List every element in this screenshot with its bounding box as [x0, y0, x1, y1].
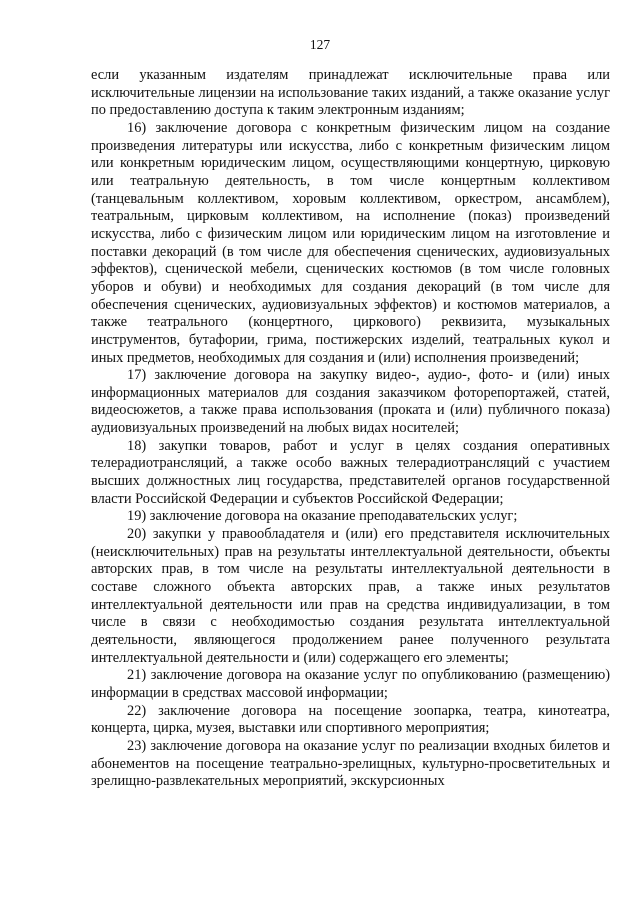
paragraph-item-21: 21) заключение договора на оказание услуг по опубликованию (размещению) информации в средствах массовой информации;: [91, 667, 610, 701]
paragraph-item-16: 16) заключение договора с конкретным физическим лицом на создание произведения литературы или искусства, либо с конкретным физическим лицом или конкретным юридическим лицом, осуществляющими концертную, цирковую или театральную деятельность, в том числе концертным коллективом (танцевальным коллективом, хоровым коллективом, оркестром, ансамблем), театральным, цирковым коллективом, на исполнение (показ) произведений искусства, либо с физическим лицом или юридическим лицом на изготовление и поставки декораций (в том числе для обеспечения сценических, аудиовизуальных эффектов), сценической мебели, сценических костюмов (в том числе головных уборов и обуви) и необходимых для создания декораций (в том числе для обеспечения сценических, аудиовизуальных эффектов) и костюмов материалов, а также театрального (концертного, циркового) реквизита, музыкальных инструментов, бутафории, грима, постижерских изделий, театральных кукол и иных предметов, необходимых для создания и (или) исполнения произведений;: [91, 119, 610, 366]
paragraph-item-23: 23) заключение договора на оказание услуг по реализации входных билетов и абонементов на посещение театрально-зрелищных, культурно-просветительных и зрелищно-развлекательных мероприятий, экскурсионных: [91, 737, 610, 790]
paragraph-item-17: 17) заключение договора на закупку видео-, аудио-, фото- и (или) иных информационных материалов для создания заказчиком фоторепортажей, статей, видеосюжетов, а также права использования (проката и (или) публичного показа) аудиовизуальных произведений на любых видах носителей;: [91, 367, 610, 437]
paragraph-item-22: 22) заключение договора на посещение зоопарка, театра, кинотеатра, концерта, цирка, музея, выставки или спортивного мероприятия;: [91, 702, 610, 737]
document-body: [91, 67, 610, 791]
paragraph-item-20: 20) закупки у правообладателя и (или) его представителя исключительных (неисключительных) прав на результаты интеллектуальной деятельности, объекты авторских прав, в том числе на результаты интеллектуальной деятельности в составе сложного объекта авторских прав, а также иных результатов интеллектуальной деятельности или прав на средства индивидуализации, в том числе в связи с необходимостью создания результата интеллектуальной деятельности, являющегося продолжением ранее полученного результата интеллектуальной деятельности и (или) содержащего его элементы;: [91, 526, 610, 666]
paragraph-continuation: если указанным издателям принадлежат исключительные права или исключительные лицензии на использование таких изданий, а также оказание услуг по предоставлению доступа к таким электронным изданиям;: [91, 67, 610, 119]
paragraph-item-18: 18) закупки товаров, работ и услуг в целях создания оперативных телерадиотрансляций, а также особо важных телерадиотрансляций с участием высших должностных лиц государства, представителей органов государственной власти Российской Федерации и субъектов Российской Федерации;: [91, 437, 610, 507]
page-number: 127: [309, 37, 331, 52]
paragraph-item-19: 19) заключение договора на оказание преподавательских услуг;: [127, 508, 518, 525]
